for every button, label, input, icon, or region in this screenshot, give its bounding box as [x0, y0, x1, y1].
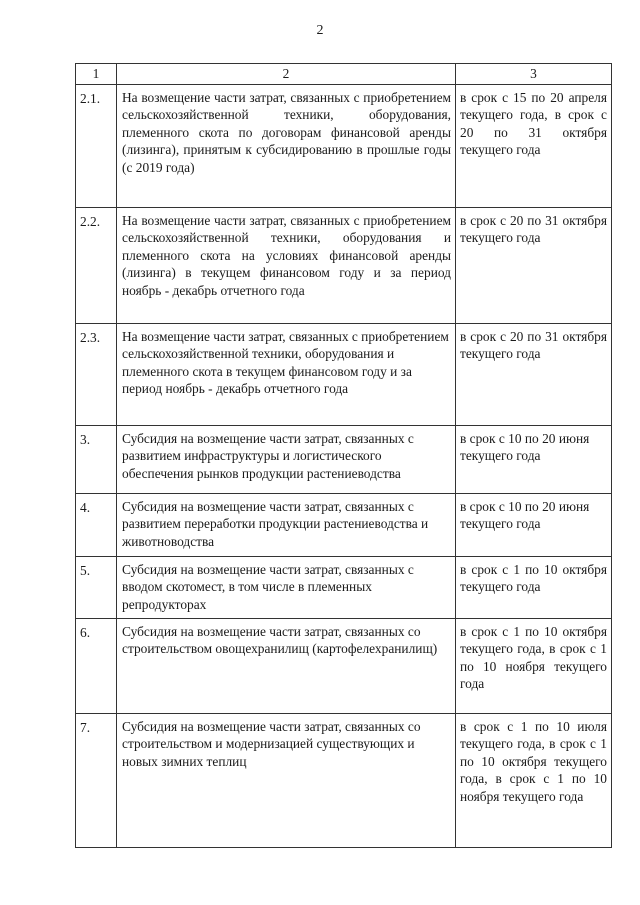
table-header-row [76, 64, 612, 85]
row-number: 5. [76, 557, 117, 619]
row-number: 2.1. [76, 85, 117, 208]
row-subject: Субсидия на возмещение части затрат, связанных с развитием переработки продукции растениеводства и животноводства [117, 494, 456, 557]
row-deadline: в срок с 15 по 20 апреля текущего года, в срок с 20 по 31 октября текущего года [456, 85, 612, 208]
row-subject: На возмещение части затрат, связанных с приобретением сельскохозяйственной техники, оборудования и племенного скота на условиях финансовой аренды (лизинга) в текущем финансовом году и за период ноябрь - декабрь отчетного года [117, 208, 456, 324]
row-deadline: в срок с 1 по 10 октября текущего года [456, 557, 612, 619]
column-header-3: 3 [456, 64, 612, 85]
column-header-2: 2 [117, 64, 456, 85]
row-deadline: в срок с 10 по 20 июня текущего года [456, 426, 612, 494]
table-row [76, 557, 612, 619]
row-deadline: в срок с 1 по 10 июля текущего года, в срок с 1 по 10 октября текущего года, в срок с 1 по 10 ноября текущего года [456, 714, 612, 848]
page-number: 2 [316, 23, 324, 38]
table-row [76, 494, 612, 557]
row-deadline: в срок с 10 по 20 июня текущего года [456, 494, 612, 557]
row-number: 2.2. [76, 208, 117, 324]
table-row [76, 85, 612, 208]
row-subject: Субсидия на возмещение части затрат, связанных с вводом скотомест, в том числе в племенных репродукторах [117, 557, 456, 619]
row-deadline: в срок с 20 по 31 октября текущего года [456, 324, 612, 426]
row-deadline: в срок с 20 по 31 октября текущего года [456, 208, 612, 324]
row-number: 2.3. [76, 324, 117, 426]
row-deadline: в срок с 1 по 10 октября текущего года, в срок с 1 по 10 ноября текущего года [456, 619, 612, 714]
table-row [76, 426, 612, 494]
table-row [76, 324, 612, 426]
row-subject: Субсидия на возмещение части затрат, связанных со строительством и модернизацией существующих и новых зимних теплиц [117, 714, 456, 848]
row-number: 4. [76, 494, 117, 557]
column-header-1: 1 [76, 64, 117, 85]
table-row [76, 714, 612, 848]
table-row [76, 619, 612, 714]
subsidy-deadlines-table [75, 63, 612, 848]
row-number: 7. [76, 714, 117, 848]
row-number: 6. [76, 619, 117, 714]
table-row [76, 208, 612, 324]
row-subject: На возмещение части затрат, связанных с приобретением сельскохозяйственной техники, оборудования и племенного скота в текущем финансовом году и за период ноябрь - декабрь отчетного года [117, 324, 456, 426]
row-subject: Субсидия на возмещение части затрат, связанных с развитием инфраструктуры и логистического обеспечения рынков продукции растениеводства [117, 426, 456, 494]
row-subject: На возмещение части затрат, связанных с приобретением сельскохозяйственной техники, оборудования, племенного скота по договорам финансовой аренды (лизинга), принятым к субсидированию в прошлые годы (с 2019 года) [117, 85, 456, 208]
row-subject: Субсидия на возмещение части затрат, связанных со строительством овощехранилищ (картофелехранилищ) [117, 619, 456, 714]
row-number: 3. [76, 426, 117, 494]
